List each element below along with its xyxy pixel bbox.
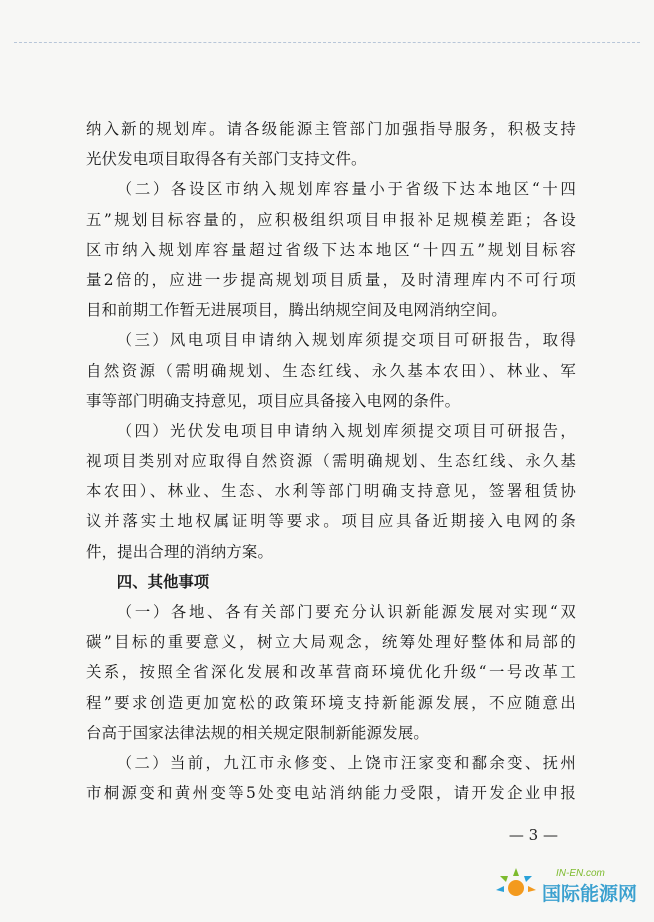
watermark-site-name: 国际能源网 — [542, 883, 638, 905]
paragraph — [86, 174, 576, 325]
sun-logo-icon — [494, 854, 644, 914]
paragraph — [86, 114, 576, 174]
sun-ray-icon — [496, 886, 504, 892]
sun-core-icon — [508, 880, 524, 896]
text-line: 区市纳入规划库容量超过省级下达本地区“十四五”规划目标容 — [86, 240, 576, 259]
text-line: 目和前期工作暂无进展项目，腾出纳规空间及电网消纳空间。 — [86, 301, 507, 320]
in-en-watermark — [494, 854, 644, 914]
text-line: 议并落实土地权属证明等要求。项目应具备近期接入电网的条 — [86, 512, 576, 531]
paragraph — [86, 748, 576, 808]
text-line: 光伏发电项目取得各有关部门支持文件。 — [86, 150, 367, 169]
page-number: — 3 — — [508, 826, 558, 844]
text-line: 碳”目标的重要意义，树立大局观念，统筹处理好整体和局部的 — [86, 633, 576, 652]
text-line: 本农田）、林业、生态、水利等部门明确支持意见，签署租赁协 — [86, 482, 576, 501]
text-line: 台高于国家法律法规的相关规定限制新能源发展。 — [86, 723, 429, 742]
text-line: 量2倍的，应进一步提高规划项目质量，及时清理库内不可行项 — [86, 270, 576, 289]
text-line: 自然资源（需明确规划、生态红线、永久基本农田）、林业、军 — [86, 361, 576, 380]
text-line: 关系，按照全省深化发展和改革营商环境优化升级“一号改革工 — [86, 663, 576, 682]
text-line: （二）各设区市纳入规划库容量小于省级下达本地区“十四 — [116, 180, 576, 199]
paragraph — [86, 597, 576, 748]
text-line: 视项目类别对应取得自然资源（需明确规划、生态红线、永久基 — [86, 452, 576, 471]
sun-ray-icon — [524, 876, 532, 882]
header-dashed-rule — [14, 42, 640, 43]
sun-ray-icon — [528, 886, 536, 892]
text-line: 程”要求创造更加宽松的政策环境支持新能源发展，不应随意出 — [86, 693, 576, 712]
paragraph — [86, 325, 576, 416]
text-line: （四）光伏发电项目申请纳入规划库须提交项目可研报告， — [116, 421, 576, 440]
section-heading: 四、其他事项 — [116, 572, 210, 591]
text-line: 件，提出合理的消纳方案。 — [86, 542, 274, 561]
watermark-domain: IN-EN.com — [556, 868, 605, 879]
text-line: 纳入新的规划库。请各级能源主管部门加强指导服务，积极支持 — [86, 120, 576, 138]
text-line: （二）当前，九江市永修变、上饶市汪家变和鄱余变、抚州 — [116, 753, 576, 772]
text-line: （三）风电项目申请纳入规划库须提交项目可研报告，取得 — [116, 331, 576, 350]
sun-ray-icon — [500, 876, 508, 882]
text-line: 五”规划目标容量的，应积极组织项目申报补足规模差距；各设 — [86, 210, 576, 229]
text-line: （一）各地、各有关部门要充分认识新能源发展对实现“双 — [116, 603, 576, 621]
text-line: 事等部门明确支持意见，项目应具备接入电网的条件。 — [86, 391, 461, 410]
document-page — [86, 114, 576, 808]
sun-ray-icon — [513, 868, 519, 876]
paragraph — [86, 416, 576, 567]
text-line: 市桐源变和黄州变等5处变电站消纳能力受限，请开发企业申报 — [86, 784, 576, 803]
